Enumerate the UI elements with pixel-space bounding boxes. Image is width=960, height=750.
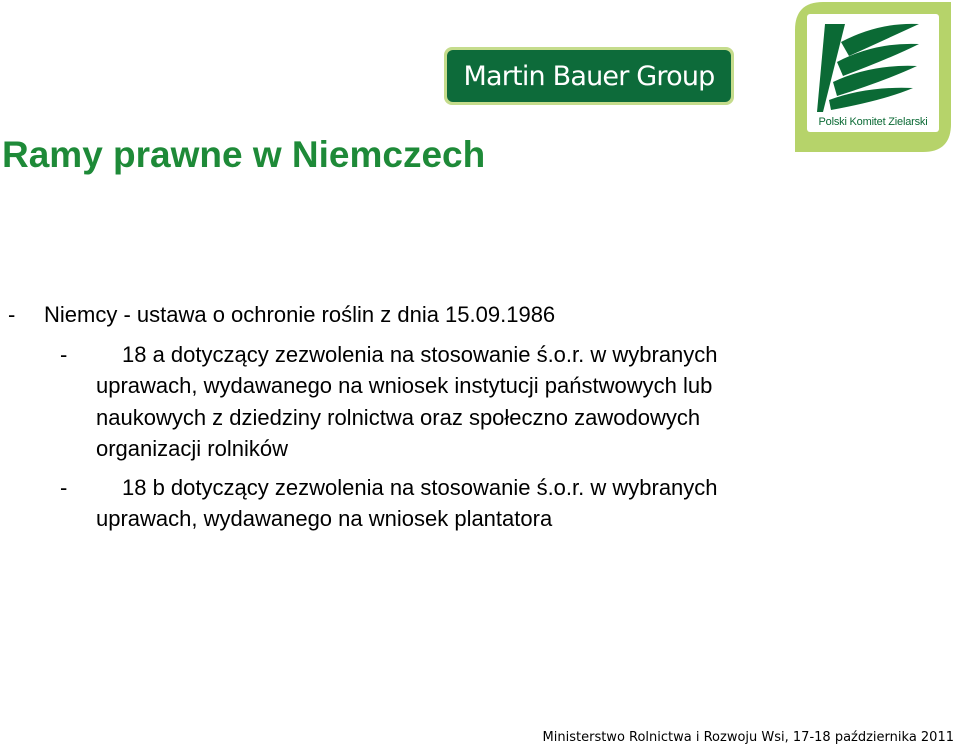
list-item-text: organizacji rolników <box>96 436 288 461</box>
slide-title: Ramy prawne w Niemczech <box>2 134 486 175</box>
pkz-logo-graphic <box>795 2 951 152</box>
list-item-text: 18 b dotyczący zezwolenia na stosowanie ś.o.r. w wybranych <box>122 475 718 500</box>
pkz-logo <box>795 2 951 152</box>
bullet-dash: - <box>60 475 68 500</box>
bullet-dash: - <box>60 342 68 367</box>
pkz-logo-caption: Polski Komitet Zielarski <box>818 116 928 128</box>
bullet-dash: - <box>8 302 16 327</box>
list-item-continuation <box>96 370 712 465</box>
martin-bauer-logo-plate <box>447 50 731 102</box>
list-item-text: naukowych z dziedziny rolnictwa oraz społeczno zawodowych <box>96 404 701 430</box>
slide-footer: Ministerstwo Rolnictwa i Rozwoju Wsi, 17-18 października 2011 <box>542 730 954 745</box>
list-item-text: 18 a dotyczący zezwolenia na stosowanie ś.o.r. w wybranych <box>122 342 718 367</box>
list-item-text: Niemcy - ustawa o ochronie roślin z dnia 15.09.1986 <box>44 302 556 327</box>
list-item-continuation <box>96 503 552 535</box>
martin-bauer-logo <box>444 47 734 105</box>
martin-bauer-logo-text: Martin Bauer Group <box>463 60 715 92</box>
list-item-text: uprawach, wydawanego na wniosek instytucji państwowych lub <box>96 373 713 398</box>
list-item-text: uprawach, wydawanego na wniosek plantatora <box>96 506 553 531</box>
